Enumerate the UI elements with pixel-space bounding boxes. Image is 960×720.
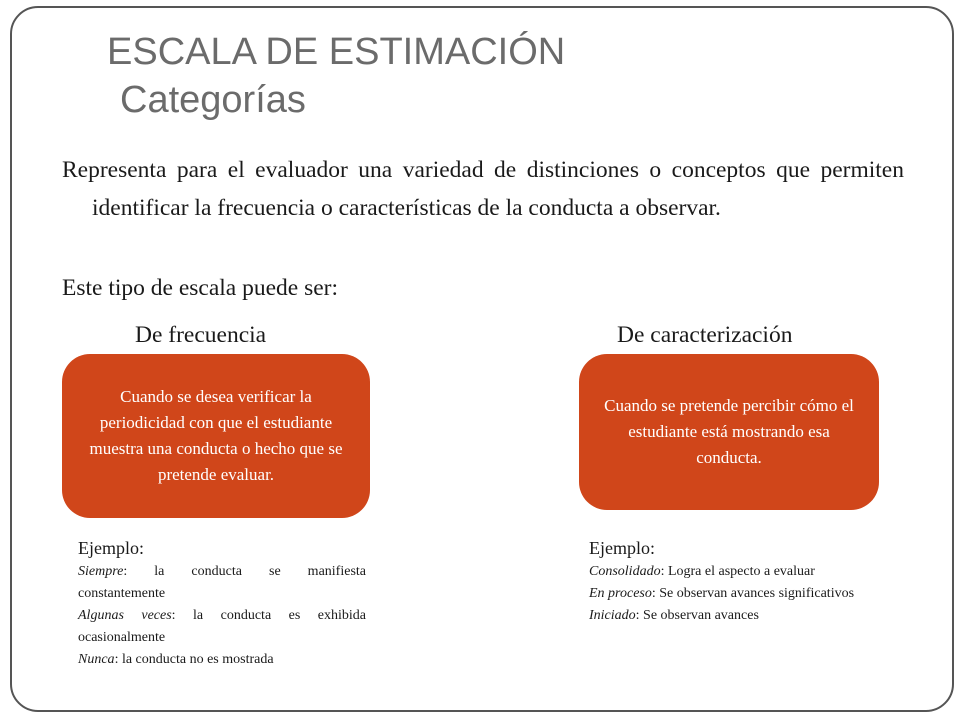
title-line-2: Categorías: [120, 79, 306, 121]
example-line: En proceso: Se observan avances significativos: [589, 586, 855, 601]
title-line-1: ESCALA DE ESTIMACIÓN: [107, 31, 566, 73]
example-line: Consolidado: Logra el aspecto a evaluar: [589, 564, 815, 579]
frequency-example: [78, 535, 366, 671]
example-line: Nunca: la conducta no es mostrada: [78, 652, 274, 667]
intro-paragraph: Representa para el evaluador una variedad de distinciones o conceptos que permiten identificar la frecuencia o características de la conducta a observar.: [62, 157, 904, 221]
frequency-description: Cuando se desea verificar la periodicidad con que el estudiante muestra una conducta o hecho que se pretende evaluar.: [89, 387, 343, 484]
example-label: Ejemplo:: [78, 538, 144, 558]
example-line: Iniciado: Se observan avances: [589, 608, 759, 623]
heading-frequency: De frecuencia: [135, 322, 267, 348]
example-line: Siempre: la conducta se manifiesta: [78, 564, 366, 579]
characterization-description: Cuando se pretende percibir cómo el estudiante está mostrando esa conducta.: [604, 396, 854, 467]
example-line: ocasionalmente: [78, 630, 166, 645]
characterization-example: [589, 535, 919, 627]
heading-characterization: De caracterización: [617, 322, 793, 348]
frequency-description-box: [62, 354, 370, 518]
example-line: Algunas veces: la conducta es exhibida: [78, 608, 366, 623]
example-line: constantemente: [78, 586, 166, 601]
example-label: Ejemplo:: [589, 538, 655, 558]
lead-text: Este tipo de escala puede ser:: [62, 275, 339, 301]
slide-title: [107, 28, 867, 124]
characterization-description-box: [579, 354, 879, 510]
